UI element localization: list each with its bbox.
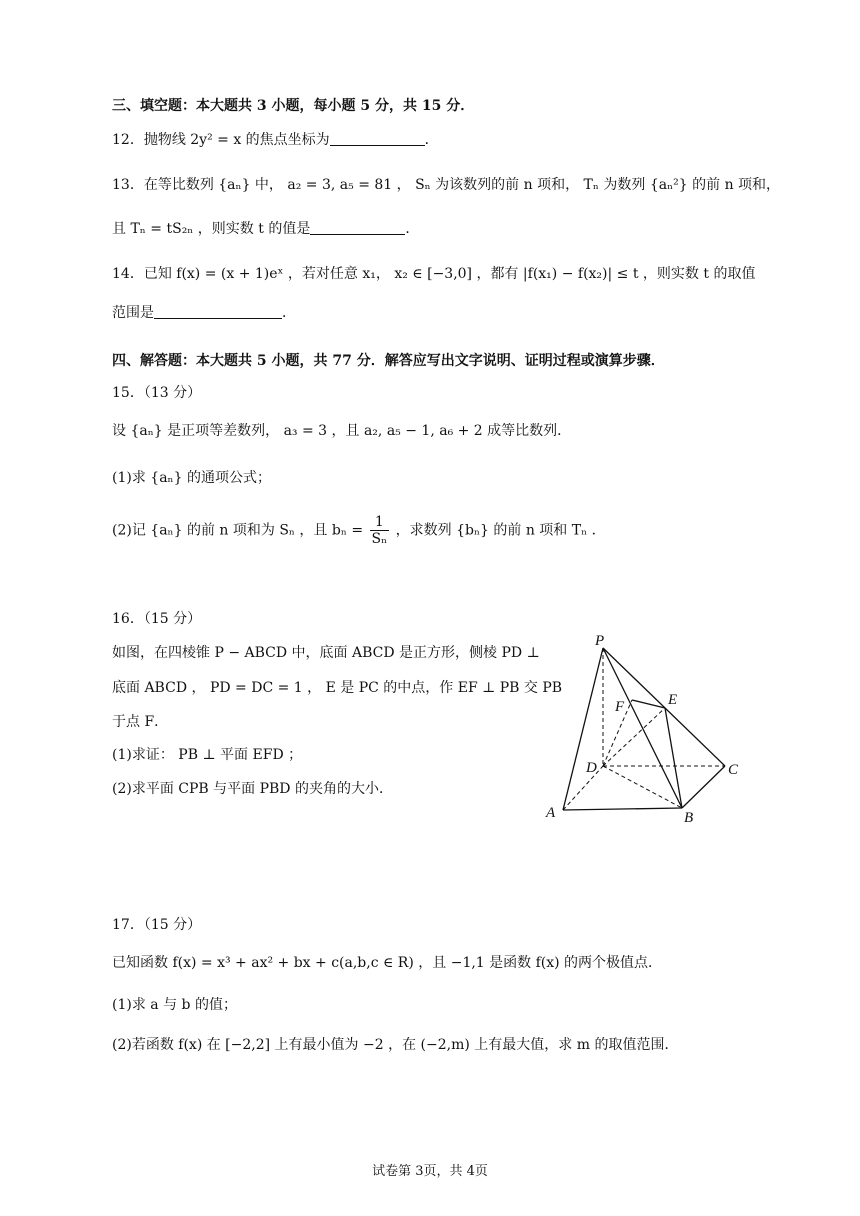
question-14-line-2 (112, 302, 296, 324)
question-13-line-2 (112, 218, 419, 240)
answer-section-heading: 四、解答题：本大题共 5 小题，共 77 分．解答应写出文字说明、证明过程或演算步骤． (112, 353, 665, 369)
question-17-header: 17．（15 分） (112, 917, 202, 933)
answer-blank (330, 131, 425, 146)
fill-in-section-heading: 三、填空题：本大题共 3 小题，每小题 5 分，共 15 分． (112, 98, 475, 114)
question-13-text: 且 Tₙ = tS₂ₙ ，则实数 t 的值是 (112, 221, 311, 237)
question-16-header: 16．（15 分） (112, 611, 202, 627)
segment-DE (603, 708, 665, 766)
question-16-stem-line-1: 如图，在四棱锥 P − ABCD 中，底面 ABCD 是正方形，侧棱 PD ⊥ (112, 645, 540, 661)
pyramid-figure (540, 628, 760, 828)
question-13-line-1: 13．在等比数列 {aₙ} 中， a₂ = 3, a₅ = 81 ， Sₙ 为该数列的前 n 项和， Tₙ 为数列 {aₙ²} 的前 n 项和， (112, 177, 781, 193)
answer-blank (154, 304, 282, 319)
label-B: B (684, 810, 694, 826)
label-F: F (615, 699, 625, 715)
edge-PA (563, 648, 603, 810)
question-16-stem-line-2: 底面 ABCD ， PD = DC = 1 ， E 是 PC 的中点，作 EF ⊥ PB 交 PB (112, 680, 563, 696)
question-16-part-2: (2)求平面 CPB 与平面 PBD 的夹角的大小． (112, 781, 393, 797)
label-A: A (546, 805, 556, 821)
question-12 (112, 129, 439, 151)
question-17-part-2: (2)若函数 f(x) 在 [−2,2] 上有最小值为 −2 ，在 (−2,m) 上有最大值，求 m 的取值范围． (112, 1037, 679, 1053)
label-D: D (586, 760, 597, 776)
question-13-end: ． (405, 221, 420, 237)
question-15-part-1: (1)求 {aₙ} 的通项公式； (112, 470, 271, 486)
question-15-part-2-text: (2)记 {aₙ} 的前 n 项和为 Sₙ ，且 bₙ = (112, 522, 364, 539)
question-16-stem-line-3: 于点 F． (112, 714, 169, 730)
question-12-end: ． (424, 132, 439, 148)
question-12-text: 12．抛物线 2y² = x 的焦点坐标为 (112, 132, 330, 148)
question-14-end: ． (282, 305, 296, 321)
segment-EB (665, 708, 682, 808)
question-17-stem: 已知函数 f(x) = x³ + ax² + bx + c(a,b,c ∈ R) ，且 −1,1 是函数 f(x) 的两个极值点． (112, 955, 663, 971)
label-C: C (728, 762, 739, 778)
answer-blank (310, 220, 405, 235)
edge-AB (563, 808, 682, 810)
diagonal-DB (603, 766, 682, 808)
label-E: E (668, 692, 678, 708)
question-14-line-1: 14．已知 f(x) = (x + 1)eˣ ，若对任意 x₁， x₂ ∈ [−3,0] ，都有 |f(x₁) − f(x₂)| ≤ t ，则实数 t 的取值 (112, 266, 756, 282)
edge-BC (682, 766, 725, 808)
question-17-part-1: (1)求 a 与 b 的值； (112, 997, 237, 1013)
question-15-part-2-rest: ，求数列 {bₙ} 的前 n 项和 Tₙ ． (395, 522, 606, 539)
question-15-stem: 设 {aₙ} 是正项等差数列， a₃ = 3 ，且 a₂, a₅ − 1, a₆ + 2 成等比数列． (112, 423, 572, 439)
label-P: P (595, 633, 605, 649)
fraction-denominator: Sₙ (371, 531, 388, 547)
question-14-text: 范围是 (112, 305, 154, 321)
page-footer: 试卷第 3页，共 4页 (372, 1164, 488, 1179)
fraction-numerator: 1 (370, 514, 390, 531)
question-15-part-2 (112, 514, 606, 547)
edge-PB (603, 648, 682, 808)
question-15-header: 15．（13 分） (112, 385, 202, 401)
fraction (370, 514, 390, 547)
question-16-part-1: (1)求证： PB ⊥ 平面 EFD ； (112, 747, 303, 763)
